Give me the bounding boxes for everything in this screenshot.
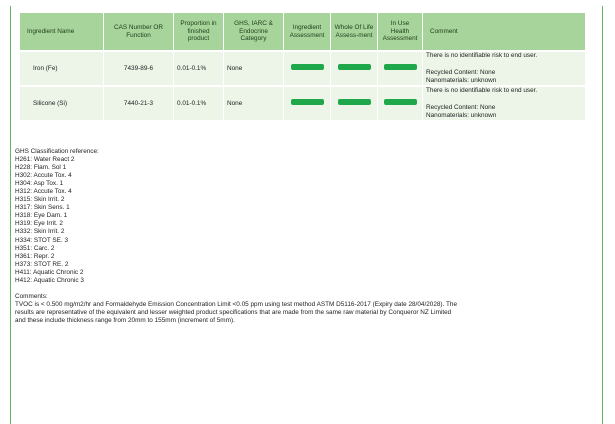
ghs-reference-item: H315: Skin Irrit. 2 bbox=[15, 196, 65, 204]
ghs-reference-item: H361: Repr. 2 bbox=[15, 252, 55, 260]
cell-ingredient-assessment bbox=[284, 50, 331, 85]
header-ingredient-name: Ingredient Name bbox=[20, 13, 104, 50]
ghs-reference-item: H412: Aquatic Chronic 3 bbox=[15, 276, 84, 284]
cell-proportion: 0.01-0.1% bbox=[174, 85, 224, 120]
table-row bbox=[20, 50, 586, 85]
table-row bbox=[20, 85, 586, 120]
notes-section bbox=[15, 148, 597, 325]
comments-line: and these include thickness range from 20mm to 155mm (increment of 5mm). bbox=[15, 316, 235, 324]
comments-line: results are representative of the equivalent and lesser weighted product specifications that are made from the same raw material by Conqueror NZ Limited bbox=[15, 308, 452, 316]
cell-whole-of-life bbox=[331, 50, 378, 85]
comments-title: Comments: bbox=[15, 292, 48, 300]
header-whole-of-life: Whole Of Life Assess-ment bbox=[331, 13, 378, 50]
comments-line: TVOC is < 0.500 mg/m2/hr and Formaldehyde Emission Concentration Limit <0.05 ppm using test method ASTM D5116-2017 (Expiry date 28/04/2028). The bbox=[15, 300, 458, 308]
comment-nanomaterials: Nanomaterials: unknown bbox=[426, 112, 497, 119]
ghs-reference-item: H332: Skin Irrit. 2 bbox=[15, 228, 65, 236]
ghs-reference-list bbox=[15, 156, 597, 285]
header-proportion: Proportion in finished product bbox=[174, 13, 224, 50]
cell-comment bbox=[423, 85, 586, 120]
ghs-reference-item: H373: STOT RE. 2 bbox=[15, 260, 69, 268]
assessment-bar bbox=[291, 99, 324, 105]
assessment-bar bbox=[384, 99, 417, 105]
cell-whole-of-life bbox=[331, 85, 378, 120]
assessment-bar bbox=[291, 64, 324, 70]
header-ingredient-assessment: Ingredient Assessment bbox=[284, 13, 331, 50]
cell-ghs-category: None bbox=[224, 85, 284, 120]
ghs-reference-item: H411: Aquatic Chronic 2 bbox=[15, 268, 84, 276]
ghs-reference-item: H317: Skin Sens. 1 bbox=[15, 204, 70, 212]
cell-cas-number: 7440-21-3 bbox=[104, 85, 174, 120]
ghs-reference-item: H304: Asp Tox. 1 bbox=[15, 180, 64, 188]
ghs-reference-item: H228: Flam. Sol 1 bbox=[15, 164, 67, 172]
ghs-reference-item: H334: STOT SE. 3 bbox=[15, 236, 69, 244]
table-header-row bbox=[20, 13, 586, 50]
header-ghs-category: GHS, IARC & Endocrine Category bbox=[224, 13, 284, 50]
cell-ingredient-assessment bbox=[284, 85, 331, 120]
ingredient-table bbox=[20, 13, 586, 120]
header-comment: Comment bbox=[423, 13, 586, 50]
cell-in-use-health bbox=[378, 50, 423, 85]
ghs-reference-item: H351: Carc. 2 bbox=[15, 244, 55, 252]
cell-cas-number: 7439-89-6 bbox=[104, 50, 174, 85]
comment-nanomaterials: Nanomaterials: unknown bbox=[426, 77, 497, 84]
ghs-reference-item: H318: Eye Dam. 1 bbox=[15, 212, 68, 220]
comment-risk: There is no identifiable risk to end user. bbox=[426, 52, 538, 59]
cell-ingredient-name: Silicone (Si) bbox=[20, 85, 104, 120]
ghs-reference-title: GHS Classification reference: bbox=[15, 148, 99, 155]
comment-recycled: Recycled Content: None bbox=[426, 104, 496, 111]
ghs-reference-item: H319: Eye Irrit. 2 bbox=[15, 220, 63, 228]
comments-body bbox=[15, 301, 597, 325]
comment-recycled: Recycled Content: None bbox=[426, 69, 496, 76]
cell-ghs-category: None bbox=[224, 50, 284, 85]
ghs-reference-item: H261: Water React 2 bbox=[15, 156, 75, 164]
cell-proportion: 0.01-0.1% bbox=[174, 50, 224, 85]
cell-comment bbox=[423, 50, 586, 85]
header-cas-number: CAS Number OR Function bbox=[104, 13, 174, 50]
cell-ingredient-name: Iron (Fe) bbox=[20, 50, 104, 85]
comment-risk: There is no identifiable risk to end user. bbox=[426, 87, 538, 94]
ghs-reference-item: H302: Accute Tox. 4 bbox=[15, 172, 72, 180]
cell-in-use-health bbox=[378, 85, 423, 120]
assessment-bar bbox=[384, 64, 417, 70]
assessment-bar bbox=[338, 99, 371, 105]
assessment-bar bbox=[338, 64, 371, 70]
ghs-reference-item: H312: Accute Tox. 4 bbox=[15, 188, 72, 196]
header-in-use-health: In Use Health Assessment bbox=[378, 13, 423, 50]
